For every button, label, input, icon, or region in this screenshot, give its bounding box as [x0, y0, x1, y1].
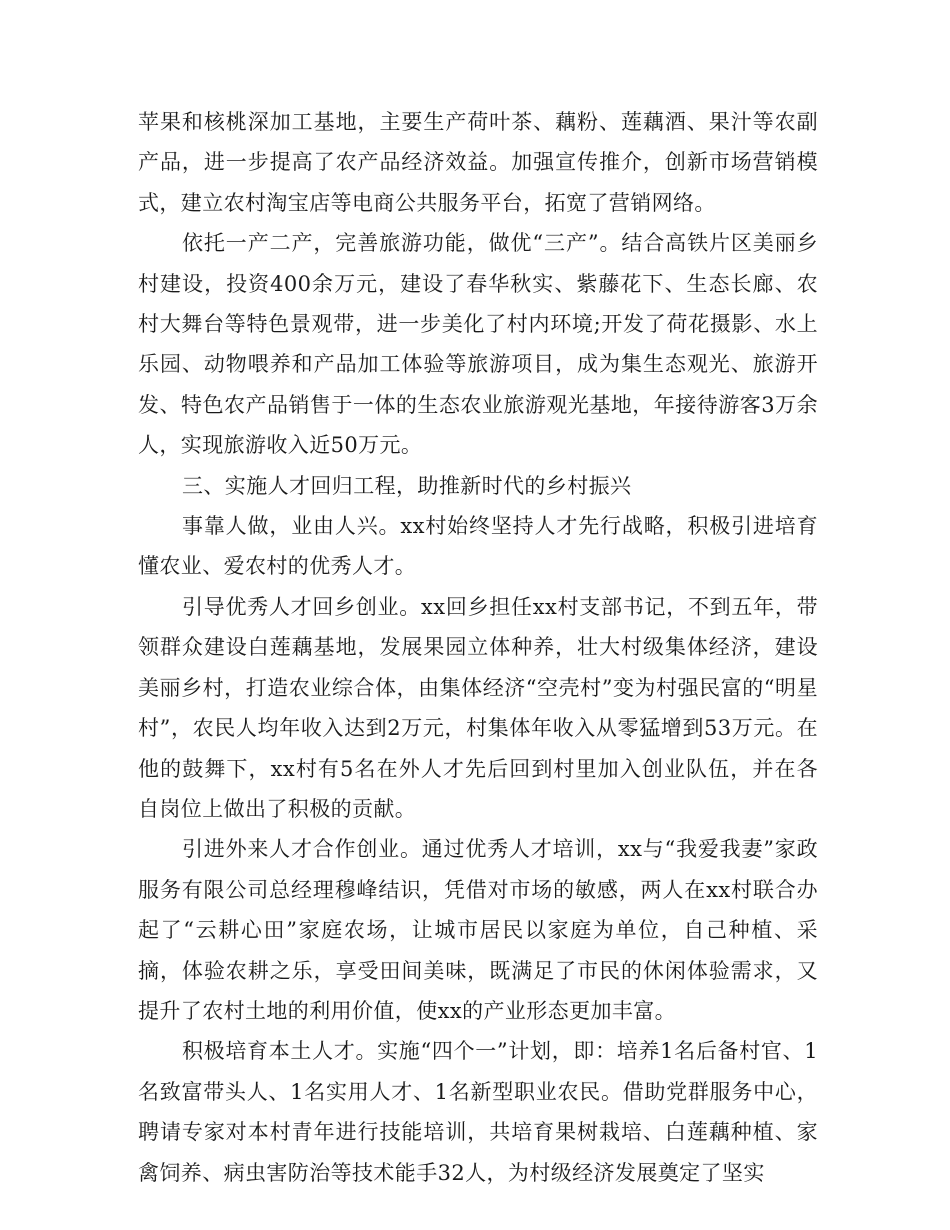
paragraph-4: 引导优秀人才回乡创业。xx回乡担任xx村支部书记，不到五年，带领群众建设白莲藕基地，发展果园立体种养，壮大村级集体经济，建设美丽乡村，打造农业综合体，由集体经济“空壳村”变为村强民富的“明星村”，农民人均年收入达到2万元，村集体年收入从零猛增到53万元。在他的鼓舞下，xx村有5名在外人才先后回到村里加入创业队伍，并在各自岗位上做出了积极的贡献。: [138, 594, 818, 821]
paragraph-3: 事靠人做，业由人兴。xx村始终坚持人才先行战略，积极引进培育懂农业、爱农村的优秀人才。: [138, 514, 818, 579]
paragraph-1: 苹果和核桃深加工基地，主要生产荷叶茶、藕粉、莲藕酒、果汁等农副产品，进一步提高了农产品经济效益。加强宣传推介，创新市场营销模式，建立农村淘宝店等电商公共服务平台，拓宽了营销网络。: [138, 110, 818, 215]
paragraph-2: 依托一产二产，完善旅游功能，做优“三产”。结合高铁片区美丽乡村建设，投资400余万元，建设了春华秋实、紫藤花下、生态长廊、农村大舞台等特色景观带，进一步美化了村内环境;开发了荷花摄影、水上乐园、动物喂养和产品加工体验等旅游项目，成为集生态观光、旅游开发、特色农产品销售于一体的生态农业旅游观光基地，年接待游客3万余人，实现旅游收入近50万元。: [138, 231, 818, 458]
section-heading: 三、实施人才回归工程，助推新时代的乡村振兴: [182, 473, 632, 498]
paragraph-5: 引进外来人才合作创业。通过优秀人才培训，xx与“我爱我妻”家政服务有限公司总经理穆峰结识，凭借对市场的敏感，两人在xx村联合办起了“云耕心田”家庭农场，让城市居民以家庭为单位，自己种植、采摘，体验农耕之乐，享受田间美味，既满足了市民的休闲体验需求，又提升了农村土地的利用价值，使xx的产业形态更加丰富。: [138, 837, 818, 1023]
paragraph-6: 积极培育本土人才。实施“四个一”计划，即：培养1名后备村官、1名致富带头人、1名实用人才、1名新型职业农民。借助党群服务中心，聘请专家对本村青年进行技能培训，共培育果树栽培、白莲藕种植、家禽饲养、病虫害防治等技术能手32人，为村级经济发展奠定了坚实: [138, 1039, 818, 1185]
document-body: [138, 102, 818, 1193]
